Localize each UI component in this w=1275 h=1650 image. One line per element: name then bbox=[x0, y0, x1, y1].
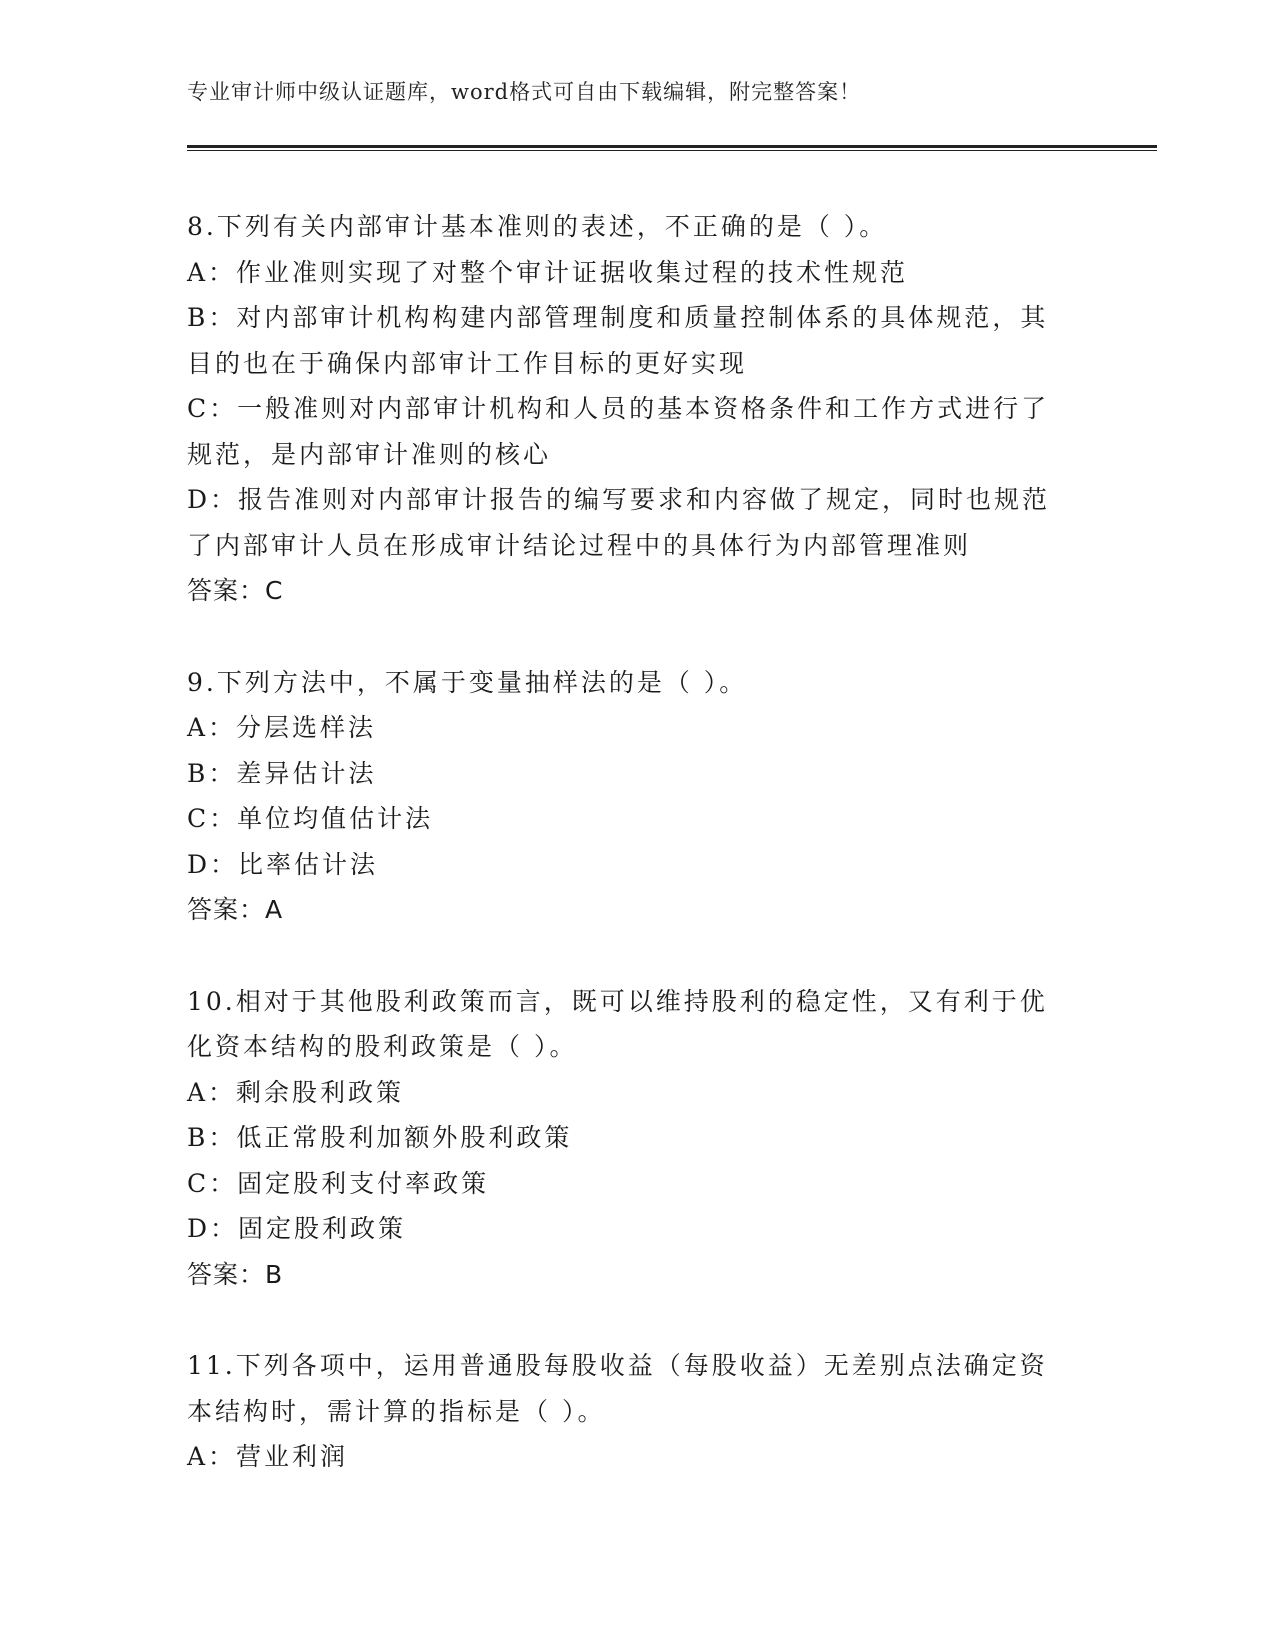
option-d: D：报告准则对内部审计报告的编写要求和内容做了规定，同时也规范 bbox=[187, 485, 1051, 514]
question-stem: 10.相对于其他股利政策而言，既可以维持股利的稳定性，又有利于优 bbox=[187, 986, 1048, 1016]
option-c: C：单位均值估计法 bbox=[187, 804, 434, 833]
question-stem: 11.下列各项中，运用普通股每股收益（每股收益）无差别点法确定资 bbox=[187, 1351, 1048, 1380]
option-c-continued: 规范，是内部审计准则的核心 bbox=[187, 439, 552, 469]
question-8 bbox=[187, 204, 1087, 614]
option-a: A：分层选样法 bbox=[187, 713, 377, 742]
answer-label: 答案：C bbox=[187, 576, 284, 605]
option-d: D：比率估计法 bbox=[187, 849, 379, 879]
answer-label: 答案：B bbox=[187, 1259, 284, 1289]
option-c: C：一般准则对内部审计机构和人员的基本资格条件和工作方式进行了 bbox=[187, 394, 1050, 423]
option-d: D：固定股利政策 bbox=[187, 1214, 407, 1243]
question-10 bbox=[187, 979, 1087, 1298]
question-stem-continued: 本结构时，需计算的指标是（ ）。 bbox=[187, 1396, 606, 1426]
question-list bbox=[187, 204, 1087, 1526]
header-divider-thin bbox=[187, 150, 1157, 151]
page-header: 专业审计师中级认证题库，word格式可自由下载编辑，附完整答案！ bbox=[187, 80, 862, 104]
question-stem-continued: 化资本结构的股利政策是（ ）。 bbox=[187, 1032, 578, 1061]
option-b: B：差异估计法 bbox=[187, 758, 377, 788]
answer-label: 答案：A bbox=[187, 895, 284, 924]
question-stem: 8.下列有关内部审计基本准则的表述，不正确的是（ ）。 bbox=[187, 212, 888, 241]
option-a: A：作业准则实现了对整个审计证据收集过程的技术性规范 bbox=[187, 257, 909, 287]
option-b: B：低正常股利加额外股利政策 bbox=[187, 1123, 573, 1152]
question-9 bbox=[187, 660, 1087, 933]
option-d-continued: 了内部审计人员在形成审计结论过程中的具体行为内部管理准则 bbox=[187, 530, 972, 560]
option-b-continued: 目的也在于确保内部审计工作目标的更好实现 bbox=[187, 348, 748, 378]
option-b: B：对内部审计机构构建内部管理制度和质量控制体系的具体规范，其 bbox=[187, 303, 1049, 332]
question-stem: 9.下列方法中，不属于变量抽样法的是（ ）。 bbox=[187, 667, 748, 697]
option-c: C：固定股利支付率政策 bbox=[187, 1168, 490, 1198]
option-a: A：营业利润 bbox=[187, 1442, 349, 1471]
question-11 bbox=[187, 1343, 1087, 1480]
option-a: A：剩余股利政策 bbox=[187, 1077, 405, 1107]
header-divider-thick bbox=[187, 145, 1157, 148]
